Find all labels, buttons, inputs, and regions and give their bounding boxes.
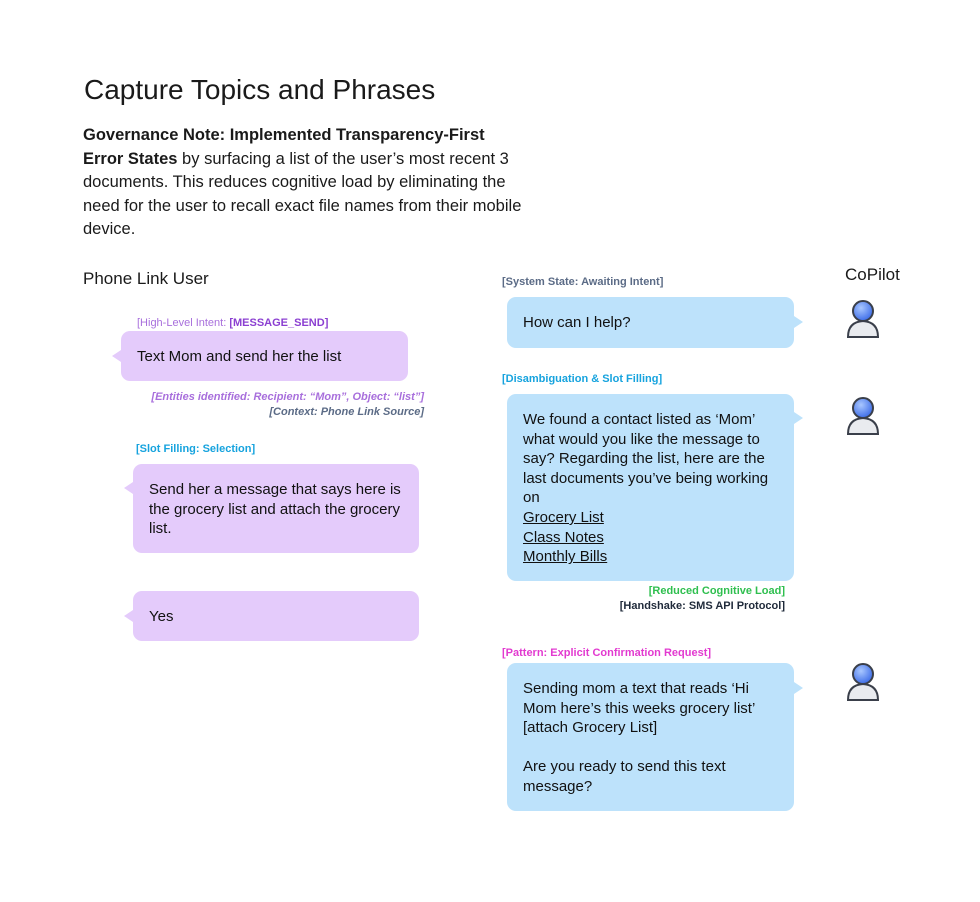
user-avatar-icon	[845, 297, 881, 339]
bot-message-3	[507, 663, 794, 811]
document-link-grocery-list[interactable]: Grocery List	[523, 508, 604, 526]
user-avatar-icon	[845, 660, 881, 702]
bot-message-2-text: We found a contact listed as ‘Mom’ what would you like the message to say? Regarding the list, here are the last documents you’ve being working on	[523, 411, 769, 507]
document-link-class-notes[interactable]: Class Notes	[523, 528, 604, 546]
entities-identified-tag: [Entities identified: Recipient: “Mom”, Object: “list”]	[151, 391, 424, 403]
reduced-cognitive-load-tag: [Reduced Cognitive Load]	[648, 585, 785, 597]
high-level-intent-tag	[137, 317, 328, 329]
document-link-monthly-bills[interactable]: Monthly Bills	[523, 548, 608, 566]
bot-message-3-question: Are you ready to send this text message?	[523, 758, 726, 795]
user-avatar-icon	[845, 394, 881, 436]
bot-message-2	[507, 394, 794, 581]
user-message-1	[121, 331, 408, 381]
governance-note	[83, 124, 528, 242]
governance-note-bold: Governance Note: Implemented Transparency-First Error States	[83, 126, 485, 168]
page-title: Capture Topics and Phrases	[84, 74, 436, 105]
copilot-column-label: CoPilot	[845, 265, 900, 284]
message-send-tag: [MESSAGE_SEND]	[229, 317, 329, 329]
user-message-2-text: Send her a message that says here is the grocery list and attach the grocery list.	[149, 481, 401, 538]
user-message-2	[133, 464, 419, 553]
high-level-intent-prefix: [High-Level Intent:	[137, 317, 230, 329]
disambiguation-tag: [Disambiguation & Slot Filling]	[502, 373, 663, 385]
user-message-3	[133, 591, 419, 641]
explicit-confirmation-tag: [Pattern: Explicit Confirmation Request]	[502, 647, 712, 659]
user-column-label: Phone Link User	[83, 269, 209, 288]
system-state-tag: [System State: Awaiting Intent]	[502, 276, 664, 288]
slot-filling-selection-tag: [Slot Filling: Selection]	[136, 443, 256, 455]
handshake-protocol-tag: [Handshake: SMS API Protocol]	[619, 600, 785, 612]
governance-note-text: by surfacing a list of the user’s most recent 3 documents. This reduces cognitive load by eliminating the need for the user to recall exact file names from their mobile device.	[83, 149, 522, 238]
user-message-3-text: Yes	[149, 608, 174, 625]
bot-message-1	[507, 297, 794, 348]
bot-message-1-text: How can I help?	[523, 314, 631, 331]
context-source-tag: [Context: Phone Link Source]	[269, 406, 424, 418]
bot-message-3-text: Sending mom a text that reads ‘Hi Mom here’s this weeks grocery list’ [attach Grocery List]	[523, 680, 755, 737]
user-message-1-text: Text Mom and send her the list	[137, 348, 342, 365]
